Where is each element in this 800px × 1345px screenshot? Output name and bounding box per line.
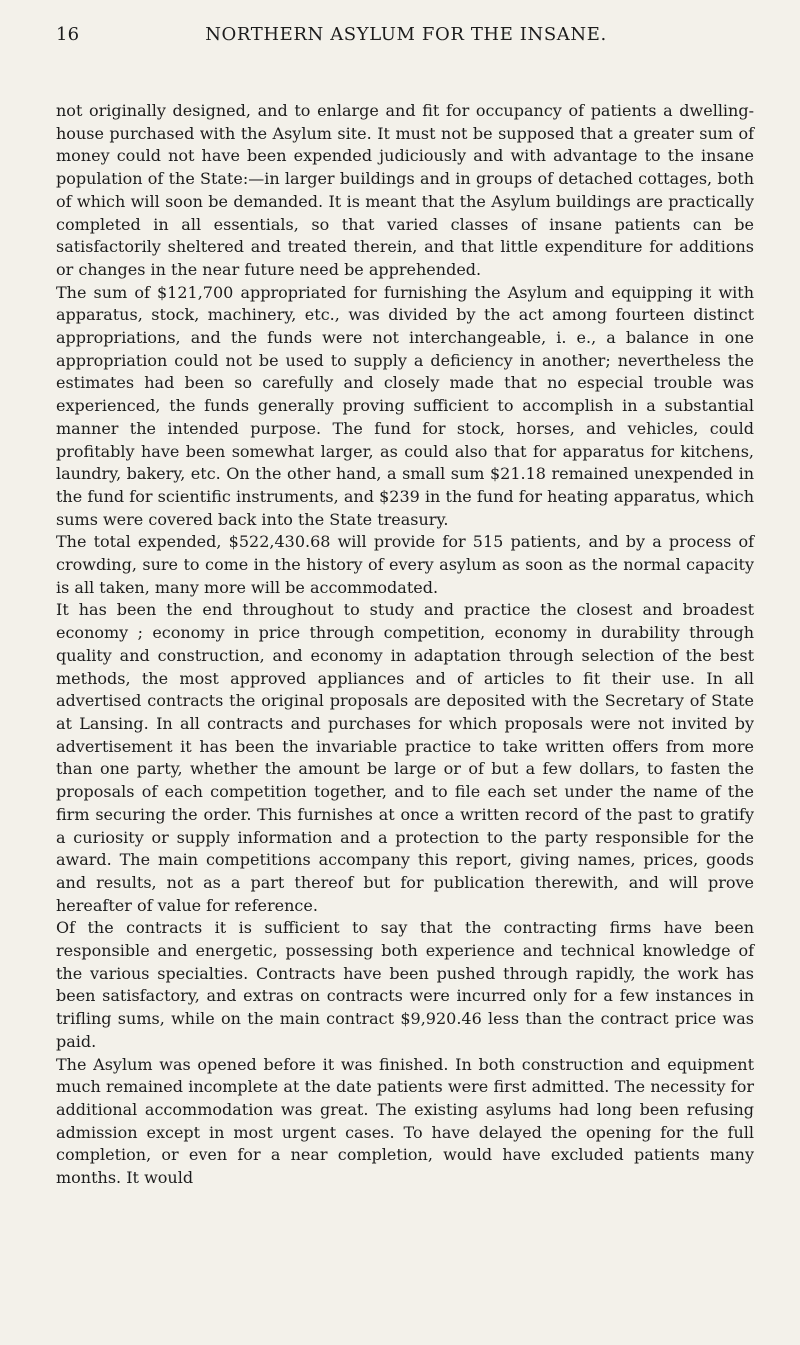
page-number: 16 bbox=[56, 24, 80, 45]
paragraph: The sum of $121,700 appropriated for furnishing the Asylum and equipping it with apparatus, stock, machinery, etc., was divided by the act among fourteen distinct appropriations, and the funds were not interchangeable, i. e., a balance in one appropriation could not be used to supply a deficiency in another; nevertheless the estimates had been so carefully and closely made that no especial trouble was experienced, the funds generally proving sufficient to accomplish in a substantial manner the intended purpose. The fund for stock, horses, and vehicles, could profitably have been somewhat larger, as could also that for apparatus for kitchens, laundry, bakery, etc. On the other hand, a small sum $21.18 remained unexpended in the fund for scientific instruments, and $239 in the fund for heating apparatus, which sums were covered back into the State treasury. bbox=[56, 282, 754, 529]
page-header bbox=[56, 24, 756, 60]
paragraph: It has been the end throughout to study and practice the closest and broadest economy ; economy in price through competition, economy in durability through quality and construction, and economy in adaptation through selection of the best methods, the most approved appliances and of articles to fit their use. In all advertised contracts the original proposals are deposited with the Secretary of State at Lansing. In all contracts and purchases for which proposals were not invited by advertisement it has been the invariable practice to take written offers from more than one party, whether the amount be large or of but a few dollars, to fasten the proposals of each competition together, and to file each set under the name of the firm securing the order. This furnishes at once a written record of the past to gratify a curiosity or supply information and a protection to the party responsible for the award. The main competitions accompany this report, giving names, prices, goods and results, not as a part thereof but for publication therewith, and will prove hereafter of value for reference. bbox=[56, 600, 754, 915]
document-page bbox=[0, 24, 800, 1345]
body-text bbox=[56, 100, 754, 1190]
paragraph: not originally designed, and to enlarge and fit for occupancy of patients a dwelling-house purchased with the Asylum site. It must not be supposed that a greater sum of money could not have been expended judiciously and with advantage to the insane population of the State:—in larger buildings and in groups of detached cottages, both of which will soon be demanded. It is meant that the Asylum buildings are practically completed in all essentials, so that varied classes of insane patients can be satisfactorily sheltered and treated therein, and that little expenditure for additions or changes in the near future need be apprehended. bbox=[56, 101, 754, 279]
paragraph: The Asylum was opened before it was finished. In both construction and equipment much remained incomplete at the date patients were first admitted. The necessity for additional accommodation was great. The existing asylums had long been refusing admission except in most urgent cases. To have delayed the opening for the full completion, or even for a near completion, would have excluded patients many months. It would bbox=[56, 1054, 754, 1188]
paragraph: Of the contracts it is sufficient to say that the contracting firms have been responsible and energetic, possessing both experience and technical knowledge of the various specialties. Contracts have been pushed through rapidly, the work has been satisfactory, and extras on contracts were incurred only for a few instances in trifling sums, while on the main contract $9,920.46 less than the contract price was paid. bbox=[56, 918, 754, 1051]
running-head: NORTHERN ASYLUM FOR THE INSANE. bbox=[205, 24, 607, 45]
paragraph: The total expended, $522,430.68 will provide for 515 patients, and by a process of crowding, sure to come in the history of every asylum as soon as the normal capacity is all taken, many more will be accommodated. bbox=[56, 532, 754, 597]
